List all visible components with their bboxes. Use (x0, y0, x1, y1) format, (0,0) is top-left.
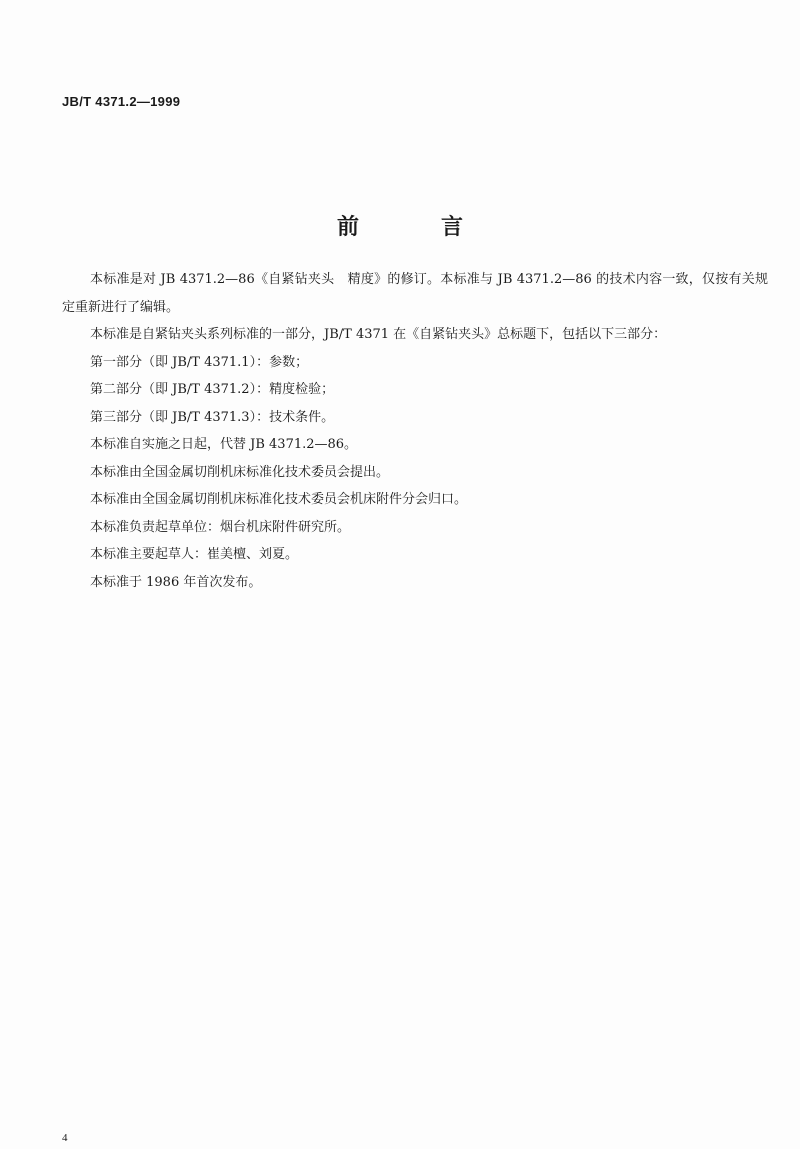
paragraph-administered-by: 本标准由全国金属切削机床标准化技术委员会机床附件分会归口。 (90, 492, 468, 507)
paragraph-drafting-unit: 本标准负责起草单位：烟台机床附件研究所。 (90, 519, 351, 535)
page-number: 4 (62, 1132, 68, 1144)
list-item-part-3: 第三部分（即 JB/T 4371.3）：技术条件。 (90, 409, 335, 425)
foreword-body (62, 266, 768, 596)
list-item-part-1: 第一部分（即 JB/T 4371.1）：参数； (90, 354, 309, 370)
paragraph-series-intro: 本标准是自紧钻夹头系列标准的一部分，JB/T 4371 在《自紧钻夹头》总标题下，包括以下三部分： (90, 327, 667, 342)
paragraph-revision-note: 本标准是对 JB 4371.2—86《自紧钻夹头 精度》的修订。本标准与 JB 4371.2—86 的技术内容一致，仅按有关规定重新进行了编辑。 (62, 272, 768, 315)
list-item-part-2: 第二部分（即 JB/T 4371.2）：精度检验； (90, 382, 335, 397)
paragraph-drafters: 本标准主要起草人：崔美檀、刘夏。 (90, 547, 299, 562)
paragraph-proposed-by: 本标准由全国金属切削机床标准化技术委员会提出。 (90, 464, 390, 480)
paragraph-first-published: 本标准于 1986 年首次发布。 (90, 574, 262, 590)
paragraph-replaces: 本标准自实施之日起，代替 JB 4371.2—86。 (90, 437, 358, 452)
page-title: 前 言 (336, 214, 493, 240)
standard-number-header: JB/T 4371.2—1999 (62, 94, 181, 109)
